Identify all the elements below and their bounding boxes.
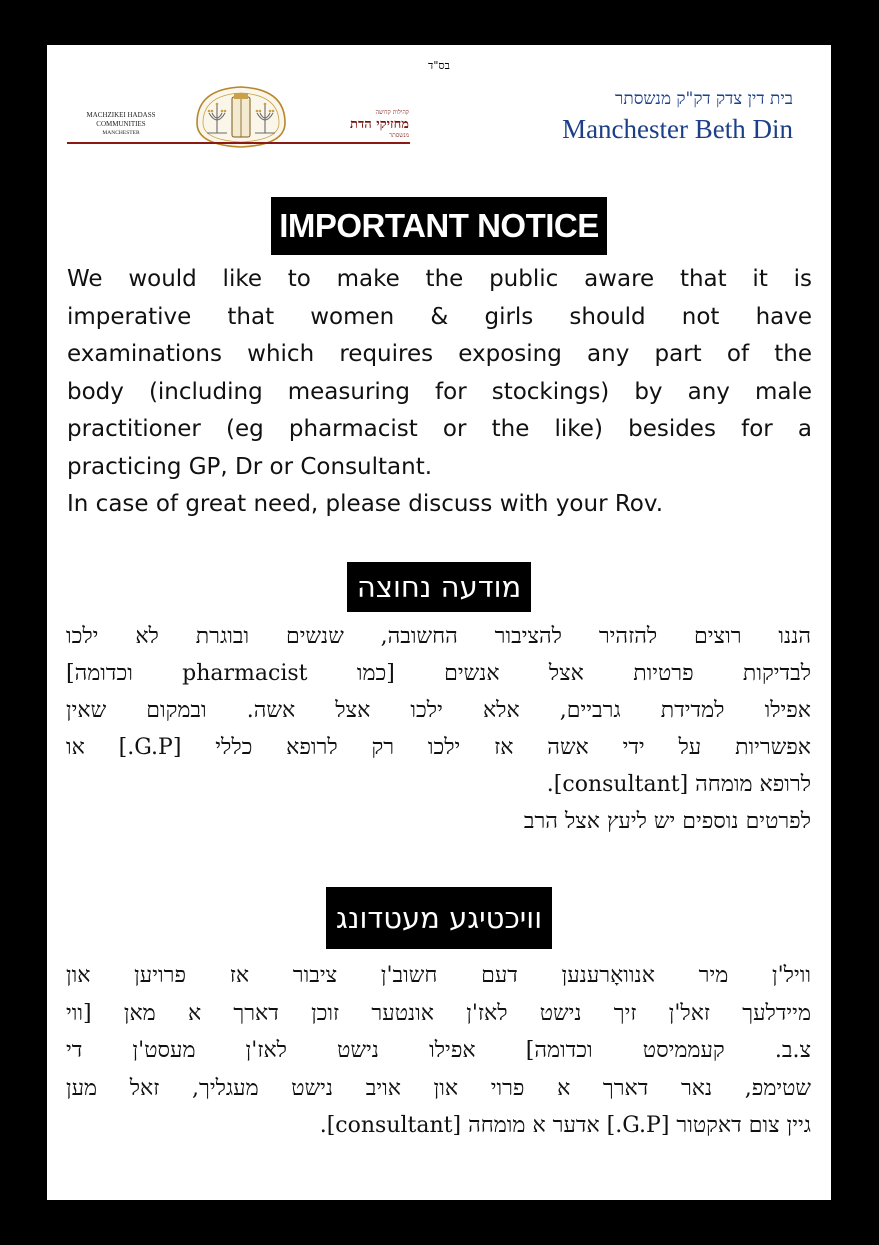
machzikei-hadass-hebrew-name <box>309 109 409 140</box>
hebrew-notice-line: הננו רוצים להזהיר להציבור החשובה, שנשים ובוגרת לא ילכו <box>66 624 811 649</box>
hebrew-notice-line: אפשריות על ידי אשה אז ילכו רק לרופא כללי [G.P.] או <box>66 735 812 760</box>
logo-english-line: MACHZIKEI HADASS <box>86 111 156 119</box>
hebrew-notice-body <box>66 618 811 840</box>
bsd-mark: בס"ד <box>428 59 450 72</box>
yiddish-notice-line: גיין צום דאקטור [G.P.] אדער א מומחה [consultant]. <box>319 1113 811 1138</box>
english-notice-line: examinations which requires exposing any part of the <box>67 341 812 367</box>
beth-din-hebrew-name: בית דין צדק דק"ק מנשסתר <box>614 89 793 109</box>
manchester-beth-din-logo <box>523 89 793 149</box>
hebrew-notice-line: אפילו למדידת גרביים, אלא ילכו אצל אשה. ובמקום שאין <box>66 698 811 723</box>
yiddish-notice-line: מיידלעך זאל'ן זיך נישט לאז'ן אונטער זוכן דארך א מאן [ווי <box>66 1000 811 1026</box>
yiddish-notice-line: צ.ב. קעממיסט וכדומה] אפילו נישט לאז'ן מעסט'ן די <box>66 1038 811 1063</box>
machzikei-hadass-logo <box>67 83 412 149</box>
english-notice-line: imperative that women & girls should not have <box>67 303 812 330</box>
english-heading <box>47 197 831 255</box>
hebrew-notice-line: לרופא מומחה [consultant]. <box>546 772 811 797</box>
english-notice-line: We would like to make the public aware that it is <box>67 266 812 292</box>
logo-english-line: MANCHESTER <box>102 130 140 136</box>
yiddish-heading-text: וויכטיגע מעטדונג <box>326 887 552 949</box>
logo-hebrew-name: מחזיקי הדת <box>350 117 409 132</box>
machzikei-hadass-english-name <box>67 111 175 138</box>
logo-english-line: COMMUNITIES <box>96 120 146 128</box>
logo-hebrew-bottom: מנשסתר <box>389 132 409 139</box>
english-notice-line: practicing GP, Dr or Consultant. <box>67 453 433 480</box>
yiddish-notice-line: וויל'ן מיר אנוואָרענען דעם חשוב'ן ציבור אז פרויען און <box>66 963 811 988</box>
yiddish-heading <box>47 887 831 949</box>
yiddish-notice-body <box>66 957 811 1145</box>
hebrew-notice-closing: לפרטים נוספים יש ליעץ אצל הרב <box>523 809 811 834</box>
english-notice-line: body (including measuring for stockings) by any male <box>67 378 812 405</box>
logo-hebrew-top: קהילות קדושה <box>375 109 409 116</box>
menorah-emblem-icon <box>187 83 295 149</box>
english-notice-closing: In case of great need, please discuss with your Rov. <box>67 491 664 517</box>
notice-page <box>47 45 831 1200</box>
english-notice-body <box>67 261 812 524</box>
english-heading-text: IMPORTANT NOTICE <box>271 197 607 255</box>
hebrew-heading <box>47 562 831 612</box>
beth-din-english-name: Manchester Beth Din <box>562 114 793 144</box>
hebrew-notice-line: לבדיקות פרטיות אצל אנשים [כמו pharmacist וכדומה] <box>66 661 811 686</box>
logo-underline <box>67 142 410 144</box>
hebrew-heading-text: מודעה נחוצה <box>347 562 531 612</box>
english-notice-line: practitioner (eg pharmacist or the like) besides for a <box>67 416 812 442</box>
yiddish-notice-line: שטימפ, נאר דארך א פרוי און אויב נישט מעגליך, זאל מען <box>66 1075 811 1101</box>
